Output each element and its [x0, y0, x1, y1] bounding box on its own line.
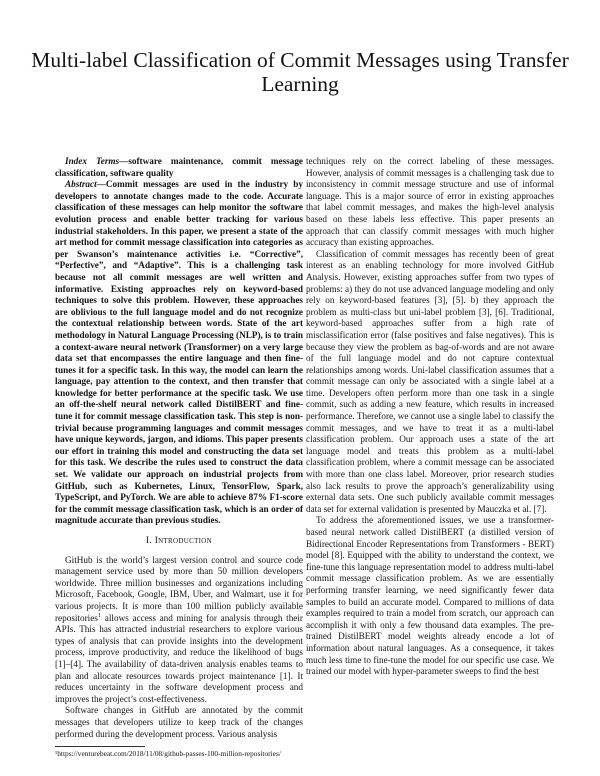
footnote-rule: [55, 746, 145, 747]
abstract-text: —Commit messages are used in the industry by developers to annotate changes made to the code. Accurate classification of these messages can help monitor the software evolution process and enable better tracking for various industrial stakeholders. In this paper, we present a state of the art method for commit message classification into categories as per Swanson’s maintenance activities i.e. “Corrective”, “Perfective”, and “Adaptive”. This is a challenging task because not all commit messages are well written and informative. Existing approaches rely on keyword-based techniques to solve this problem. However, these approaches are oblivious to the full language model and do not recognize the contextual relationship between words. State of the art methodology in Natural Language Processing (NLP), is to train a context-aware neural network (Transformer) on a very large data set that encompasses the entire language and then fine-tunes it for a specific task. In this way, the model can learn the language, pay attention to the context, and then transfer that knowledge for better performance at the specific task. We use an off-the-shelf neural network called DistilBERT and fine-tune it for commit message classification task. This step is non-trivial because programming languages and commit messages have unique keywords, jargon, and idioms. This paper presents our effort in training this model and constructing the data set for this task. We describe the rules used to construct the data set. We validate our approach on industrial projects from GitHub, such as Kubernetes, Linux, TensorFlow, Spark, TypeScript, and PyTorch. We are able to achieve 87% F1-score for the commit message classification task, which is an order of magnitude accurate than previous studies.: [55, 179, 303, 526]
right-paragraph-1: techniques rely on the correct labeling of these messages. However, analysis of commit messages is a challenging task due to inconsistency in commit message structure and use of informal language. This is a major source of error in existing approaches that label commit messages, and makes the high-level analysis based on these labels less effective. This paper presents an approach that can classify commit messages with much higher accuracy than existing approaches.: [306, 156, 554, 248]
intro-paragraph-1: [55, 555, 303, 706]
paper-title: Multi-label Classification of Commit Messages using Transfer Learning: [31, 48, 569, 96]
index-terms-label: Index Terms: [65, 156, 120, 166]
right-column: [306, 156, 554, 678]
abstract-label: Abstract: [65, 179, 97, 190]
footnote-url: ¹https://venturebeat.com/2018/11/08/github-passes-100-million-repositories/: [55, 749, 281, 759]
intro-paragraph-1-b: allows access and mining for analysis through their APIs. This has attracted industrial researchers to explore various types of analysis that can provide insights into the development process, improve productivity, and reduce the likelihood of bugs [1]–[4]. The availability of data-driven analysis enables teams to plan and allocate resources towards project maintenance [1]. It reduces uncertainty in the software development process and improves the project’s cost-effectiveness.: [55, 612, 303, 704]
footnote-marker: 1: [97, 611, 102, 619]
abstract: [55, 179, 303, 527]
right-paragraph-3: To address the aforementioned issues, we use a transformer-based neural network called DistilBERT (a distilled version of Bidirectional Encoder Representations from Transformers - BERT) model [8]. Equipped with the ability to understand the context, we fine-tune this language representation model to address multi-label commit message classification problem. As we are essentially performing transfer learning, we need significantly fewer data samples to build an accurate model. Compared to millions of data examples required to train a model from scratch, our approach can accomplish it with only a few thousand data examples. The pre-trained DistilBERT model weights already encode a lot of information about natural languages. As a consequence, it takes much less time to fine-tune the model for our specific use case. We trained our model with hyper-parameter sweeps to find the best: [306, 515, 554, 677]
left-column: [55, 156, 303, 758]
right-paragraph-2: Classification of commit messages has recently been of great interest as an enabling technology for more involved GitHub Analysis. However, existing approaches suffer from two types of problems: a) they do not use advanced language modeling and only rely on keyword-based features [3], [5]. b) they approach the problem as multi-class but uni-label problem [3], [6]. Traditional, keyword-based approaches suffer from a high rate of misclassification error (false positives and false negatives). This is because they view the problem as bag-of-words and are not aware of the full language model and do not capture contextual relationships among words. Uni-label classification assumes that a commit message can only be associated with a single label at a time. Developers often perform more than one task in a single commit, such as adding a new feature, which results in increased performance. Therefore, we cannot use a single label to classify the commit messages, and we have to treat it as a multi-label classification problem. Our approach uses a state of the art language model and treats this problem as a multi-label classification problem, where a commit message can be associated with more than one class label. Moreover, prior research studies also lack results to prove the approach’s generalizability using external data sets. One such publicly available commit messages data set for external validation is presented by Mauczka et al. [7].: [306, 248, 554, 514]
index-terms-text: —software maintenance, commit message classification, software quality: [55, 156, 304, 178]
index-terms: [55, 156, 303, 179]
intro-paragraph-1-a: GitHub is the world’s largest version control and source code management service used by more than 50 million developers worldwide. Three million businesses and organizations including Microsoft, Facebook, Google, IBM, Uber, and Walmart, use it for various projects. It is more than 100 million publicly available repositories: [55, 554, 303, 623]
intro-paragraph-2: Software changes in GitHub are annotated by the commit messages that developers utilize to keep track of the changes performed during the development process. Various analysis: [55, 705, 303, 739]
section-heading-introduction: I. Introduction: [146, 536, 212, 546]
